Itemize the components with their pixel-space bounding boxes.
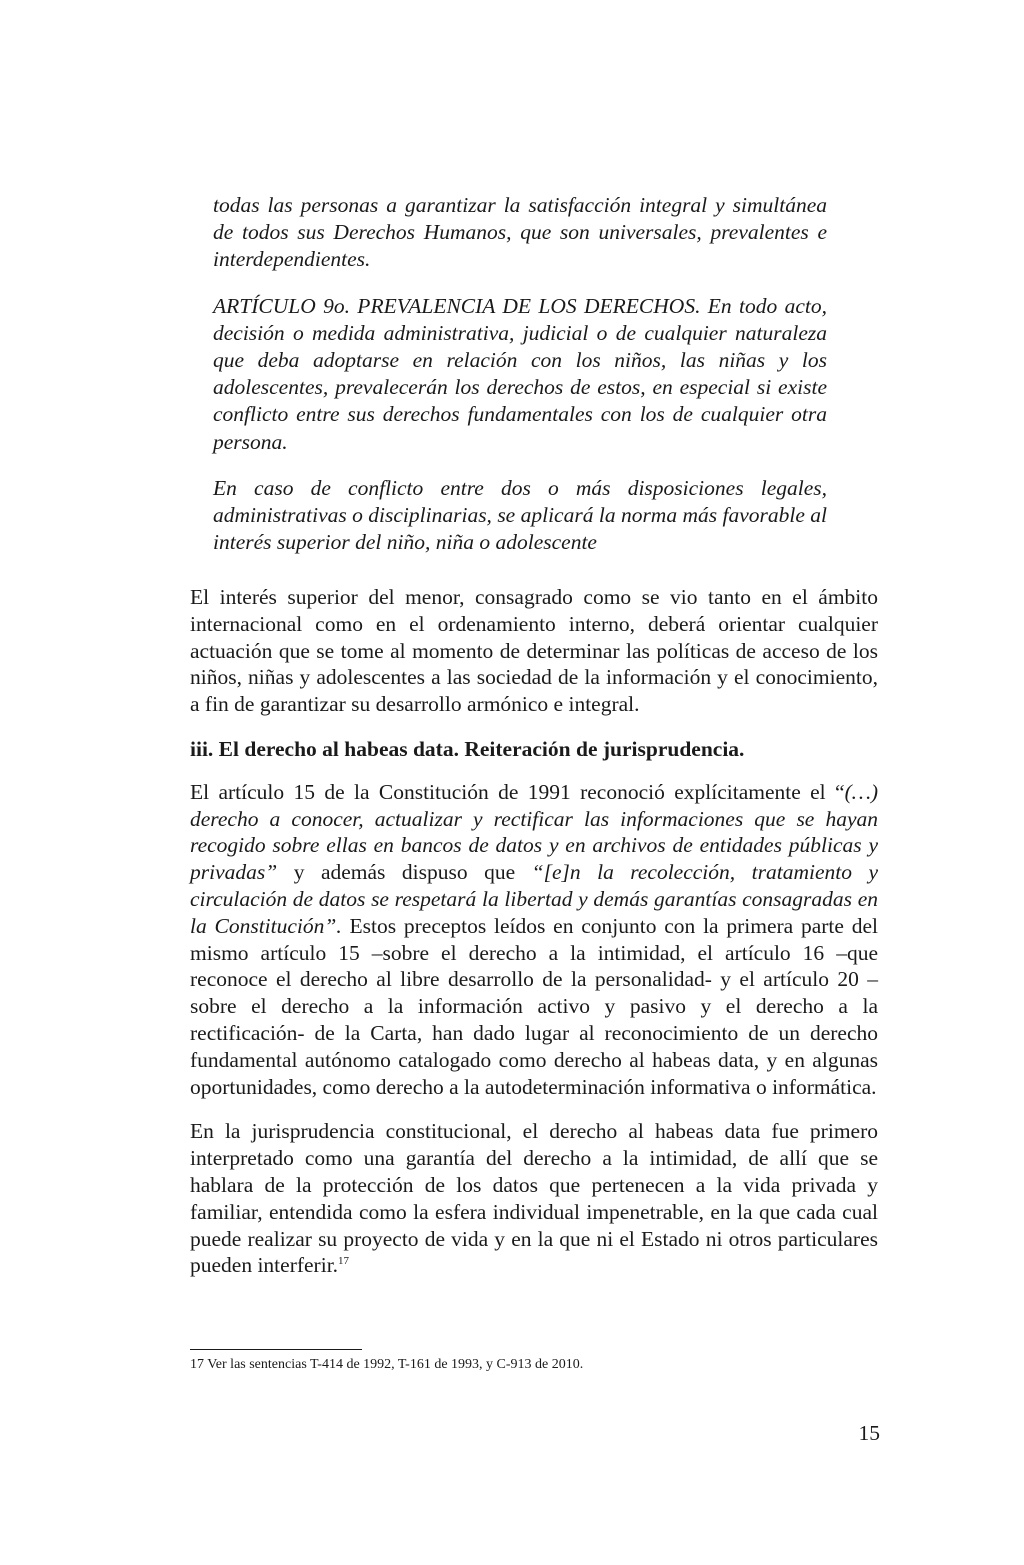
body-paragraph-1: El interés superior del menor, consagrado como se vio tanto en el ámbito internacional como en el ordenamiento interno, deberá orientar cualquier actuación que se tome al momento de determinar las políticas de acceso de los niños, niñas y adolescentes a las sociedad de la información y el conocimiento, a fin de garantizar su desarrollo armónico e integral. xyxy=(190,585,878,717)
section-heading: iii. El derecho al habeas data. Reiteración de jurisprudencia. xyxy=(190,736,745,761)
paragraph-2-text-c: y además dispuso que xyxy=(277,860,532,885)
paragraph-3-text: En la jurisprudencia constitucional, el derecho al habeas data fue primero interpretado como una garantía del derecho a la intimidad, de allí que se hablara de la protección de los datos que pertenecen a la vida privada y familiar, entendida como la esfera individual impenetrable, en la que cada cual puede realizar su proyecto de vida y en la que ni el Estado ni otros particulares pueden interferir. xyxy=(190,1119,878,1278)
block-quote xyxy=(213,192,827,556)
paragraph-2-quote-1: (…) derecho a conocer, actualizar y rectificar las informaciones que se hayan recogido sobre ellas en bancos de datos y en archivos de entidades públicas y privadas” xyxy=(190,779,878,885)
quote-paragraph-1: todas las personas a garantizar la satisfacción integral y simultánea de todos sus Derechos Humanos, que son universales, prevalentes e interdependientes. xyxy=(213,193,827,272)
paragraph-2-text-e: Estos preceptos leídos en conjunto con la primera parte del mismo artículo 15 –sobre el derecho a la intimidad, el artículo 16 –que reconoce el derecho al libre desarrollo de la personalidad- y el artículo 20 –sobre el derecho a la información activo y pasivo y el derecho a la rectificación- de la Carta, han dado lugar al reconocimiento de un derecho fundamental autónomo catalogado como derecho al habeas data, y en algunas oportunidades, como derecho a la autodeterminación informativa o informática. xyxy=(190,913,878,1099)
body-text xyxy=(190,584,878,1297)
footnote-17: 17 Ver las sentencias T-414 de 1992, T-161 de 1993, y C-913 de 2010. xyxy=(190,1357,584,1372)
paragraph-2-text-a: El artículo 15 de la Constitución de 1991 reconoció explícitamente el “ xyxy=(190,779,845,804)
body-paragraph-2 xyxy=(190,779,878,1101)
body-paragraph-3 xyxy=(190,1118,878,1279)
footnote-reference-17[interactable]: 17 xyxy=(338,1255,350,1268)
quote-paragraph-3: En caso de conflicto entre dos o más disposiciones legales, administrativas o disciplinarias, se aplicará la norma más favorable al interés superior del niño, niña o adolescente xyxy=(213,475,827,555)
footnote-separator xyxy=(190,1349,362,1350)
quote-paragraph-article-9: ARTÍCULO 9o. PREVALENCIA DE LOS DERECHOS. En todo acto, decisión o medida administrativa, judicial o de cualquier naturaleza que deba adoptarse en relación con los niños, las niñas y los adolescentes, prevalecerán los derechos de estos, en especial si existe conflicto entre sus derechos fundamentales con los de cualquier otra persona. xyxy=(213,293,827,454)
paragraph-2-quote-2: “[e]n la recolección, tratamiento y circulación de datos se respetará la libertad y demás garantías consagradas en la Constitución”. xyxy=(190,860,879,938)
page-number: 15 xyxy=(858,1421,880,1445)
